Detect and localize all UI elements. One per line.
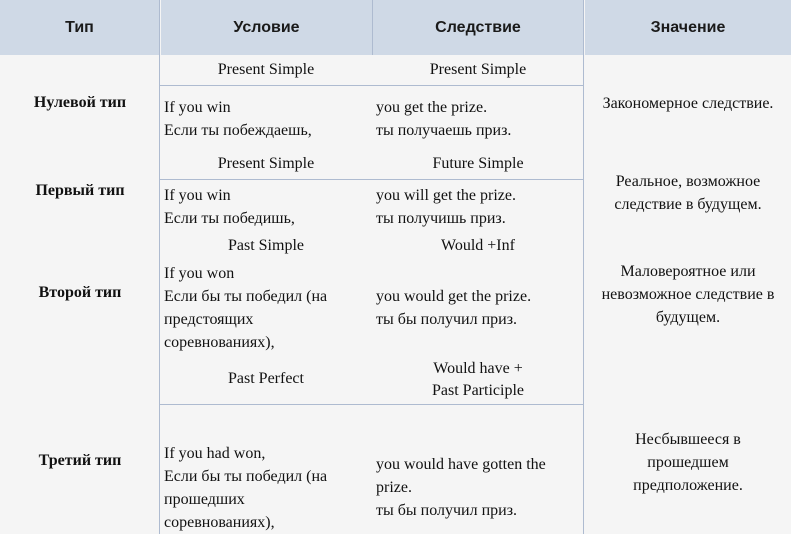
row-type-first: Первый тип bbox=[35, 182, 125, 199]
consequence-form: Would have + Past Participle bbox=[432, 360, 524, 399]
condition-example: If you win Если ты победишь, bbox=[164, 187, 295, 227]
consequence-example: you get the prize. ты получаешь приз. bbox=[376, 99, 512, 139]
consequence-form: Would +Inf bbox=[441, 237, 515, 254]
meaning-third: Несбывшееся в прошедшем предположение. bbox=[633, 431, 743, 494]
consequence-example: you will get the prize. ты получишь приз. bbox=[376, 187, 516, 227]
meaning-first: Реальное, возможное следствие в будущем. bbox=[614, 173, 762, 213]
condition-form: Present Simple bbox=[217, 61, 315, 78]
consequence-example: you would have gotten the prize. ты бы получил приз. bbox=[376, 456, 546, 519]
consequence-example: you would get the prize. ты бы получил приз. bbox=[376, 288, 532, 328]
row-type-zero: Нулевой тип bbox=[33, 94, 127, 111]
header-consequence: Следствие bbox=[373, 0, 583, 55]
divider bbox=[160, 85, 583, 86]
condition-example: If you had won, Если бы ты победил (на прошедших соревнованиях), bbox=[164, 445, 328, 531]
consequence-form: Present Simple bbox=[429, 61, 527, 78]
divider bbox=[160, 179, 583, 180]
condition-form: Past Simple bbox=[227, 237, 304, 254]
meaning-zero: Закономерное следствие. bbox=[602, 95, 774, 112]
meaning-second: Маловероятное или невозможное следствие в будущем. bbox=[601, 263, 775, 326]
divider bbox=[372, 0, 373, 55]
condition-form: Past Perfect bbox=[228, 370, 304, 387]
row-type-second: Второй тип bbox=[38, 284, 122, 301]
header-condition: Условие bbox=[161, 0, 372, 55]
header-type: Тип bbox=[0, 0, 159, 55]
divider bbox=[583, 0, 584, 534]
divider bbox=[160, 404, 583, 405]
consequence-form: Future Simple bbox=[432, 155, 524, 172]
condition-example: If you won Если бы ты победил (на предстоящих соревнованиях), bbox=[164, 265, 328, 351]
header-meaning: Значение bbox=[585, 0, 791, 55]
row-type-third: Третий тип bbox=[38, 452, 122, 469]
condition-form: Present Simple bbox=[217, 155, 315, 172]
condition-example: If you win Если ты побеждаешь, bbox=[164, 99, 312, 139]
